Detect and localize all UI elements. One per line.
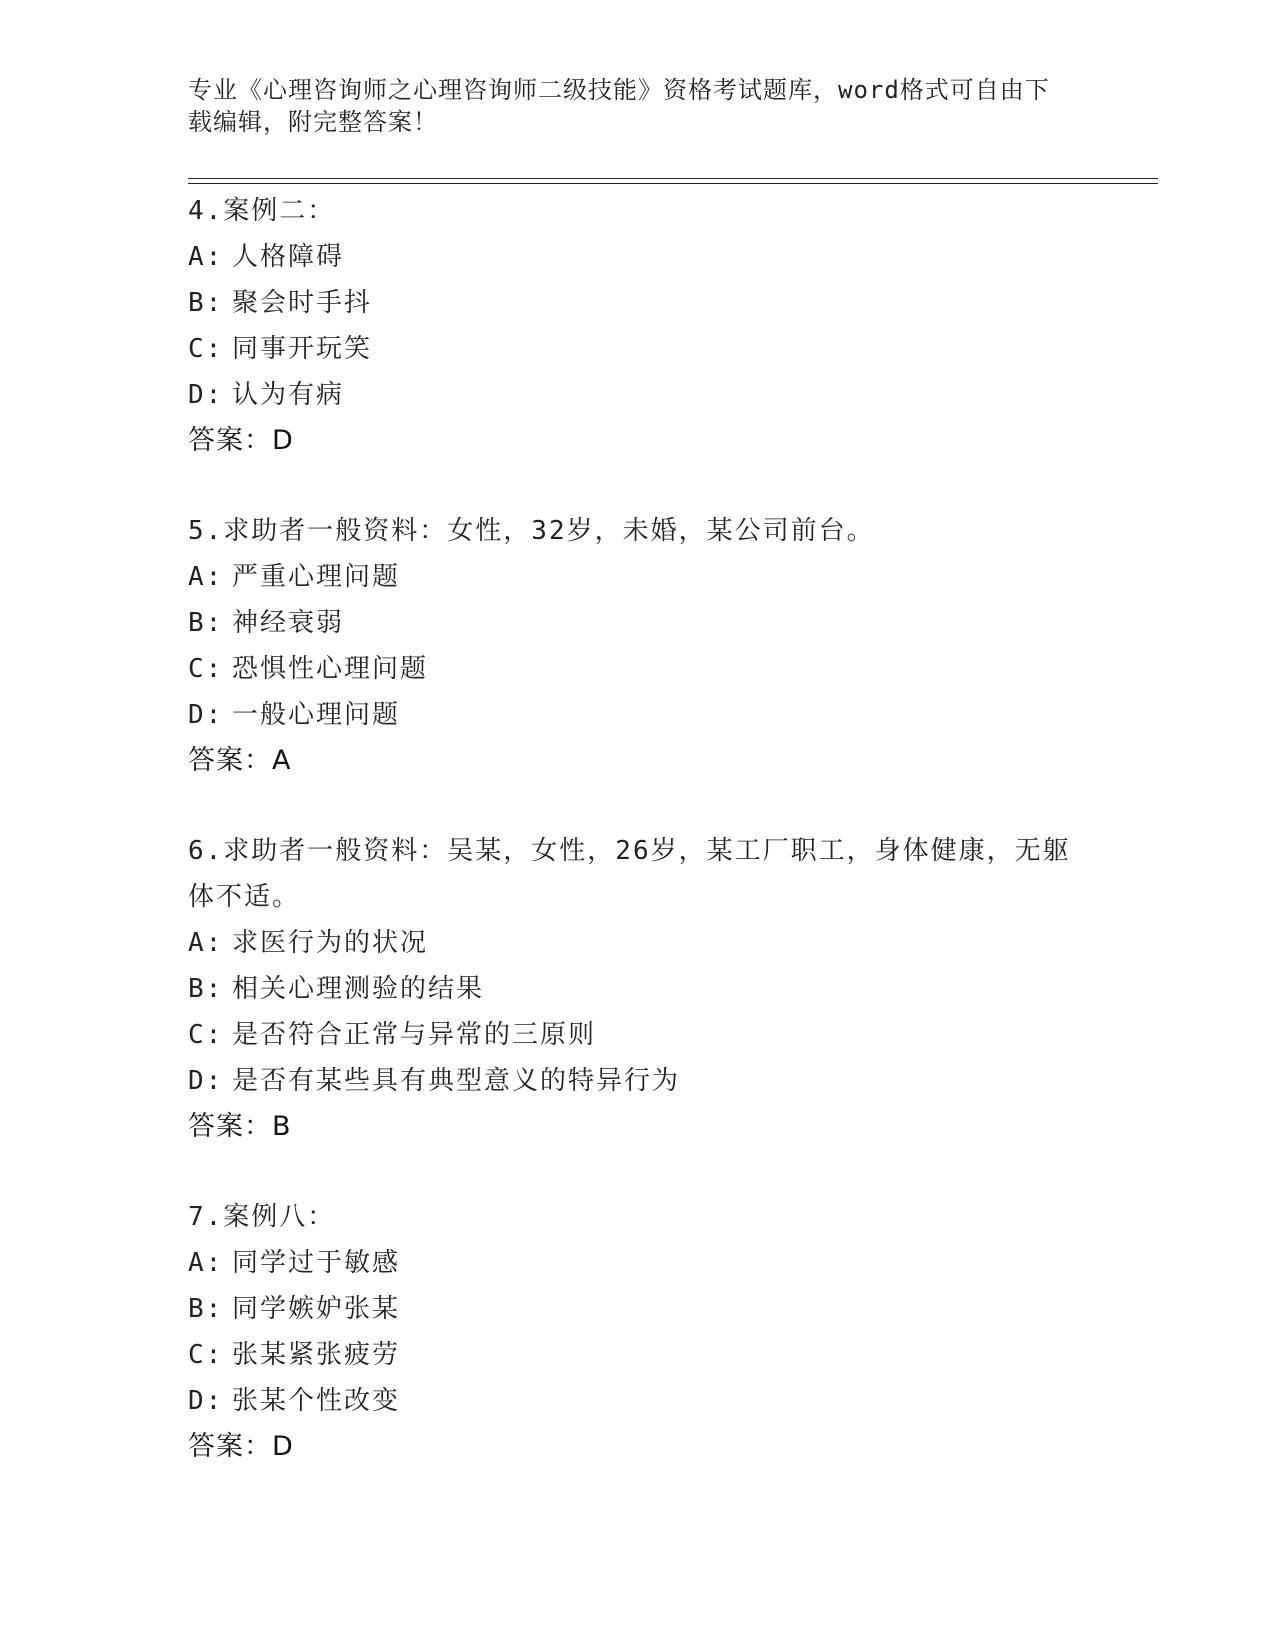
option-key: A: [188,242,224,272]
option-key: C: [188,654,224,684]
option-text: 同学嫉妒张某 [232,1294,401,1324]
option-text: 同学过于敏感 [232,1248,401,1278]
option-text: 相关心理测验的结果 [232,974,485,1004]
option-text: 恐惧性心理问题 [232,654,429,684]
option-key: D: [188,700,224,730]
option-text: 认为有病 [232,380,345,410]
option-key: A: [188,1248,224,1278]
option-text: 严重心理问题 [232,562,401,592]
option-key: D: [188,380,224,410]
option-c [188,1012,1088,1058]
option-key: A: [188,562,224,592]
option-key: B: [188,1294,224,1324]
option-text: 是否符合正常与异常的三原则 [232,1020,597,1050]
question-stem: 7.案例八： [188,1202,336,1232]
option-c [188,1332,1088,1378]
option-b [188,1286,1088,1332]
option-text: 是否有某些具有典型意义的特异行为 [232,1066,681,1096]
option-a [188,554,1088,600]
option-key: D: [188,1386,224,1416]
answer-line: 答案：D [188,1431,294,1462]
option-text: 聚会时手抖 [232,288,373,318]
option-b [188,280,1088,326]
option-key: C: [188,1340,224,1370]
option-text: 求医行为的状况 [232,928,429,958]
option-d [188,372,1088,418]
option-b [188,966,1088,1012]
option-key: A: [188,928,224,958]
option-key: B: [188,288,224,318]
answer-line: 答案：D [188,425,294,456]
question-block [188,188,1088,464]
question-stem: 4.案例二： [188,196,336,226]
answer-line: 答案：B [188,1111,292,1142]
question-block [188,508,1088,784]
answer-line: 答案：A [188,745,292,776]
option-d [188,1058,1088,1104]
option-text: 神经衰弱 [232,608,345,638]
option-a [188,1240,1088,1286]
option-c [188,646,1088,692]
option-key: D: [188,1066,224,1096]
option-text: 同事开玩笑 [232,334,373,364]
option-key: B: [188,974,224,1004]
option-text: 张某个性改变 [232,1386,401,1416]
option-d [188,692,1088,738]
question-stem: 6.求助者一般资料：吴某，女性，26岁，某工厂职工，身体健康，无躯体不适。 [188,836,1071,912]
option-key: B: [188,608,224,638]
question-stem: 5.求助者一般资料：女性，32岁，未婚，某公司前台。 [188,516,875,546]
option-key: C: [188,334,224,364]
option-text: 人格障碍 [232,242,345,272]
option-a [188,234,1088,280]
option-a [188,920,1088,966]
option-b [188,600,1088,646]
question-block [188,1194,1088,1470]
question-block [188,828,1088,1150]
option-c [188,326,1088,372]
option-d [188,1378,1088,1424]
document-header: 专业《心理咨询师之心理咨询师二级技能》资格考试题库，word格式可自由下载编辑，附完整答案！ [188,76,1050,136]
option-key: C: [188,1020,224,1050]
option-text: 张某紧张疲劳 [232,1340,401,1370]
header-divider-top [188,178,1158,179]
option-text: 一般心理问题 [232,700,401,730]
header-divider-bottom [188,183,1158,184]
